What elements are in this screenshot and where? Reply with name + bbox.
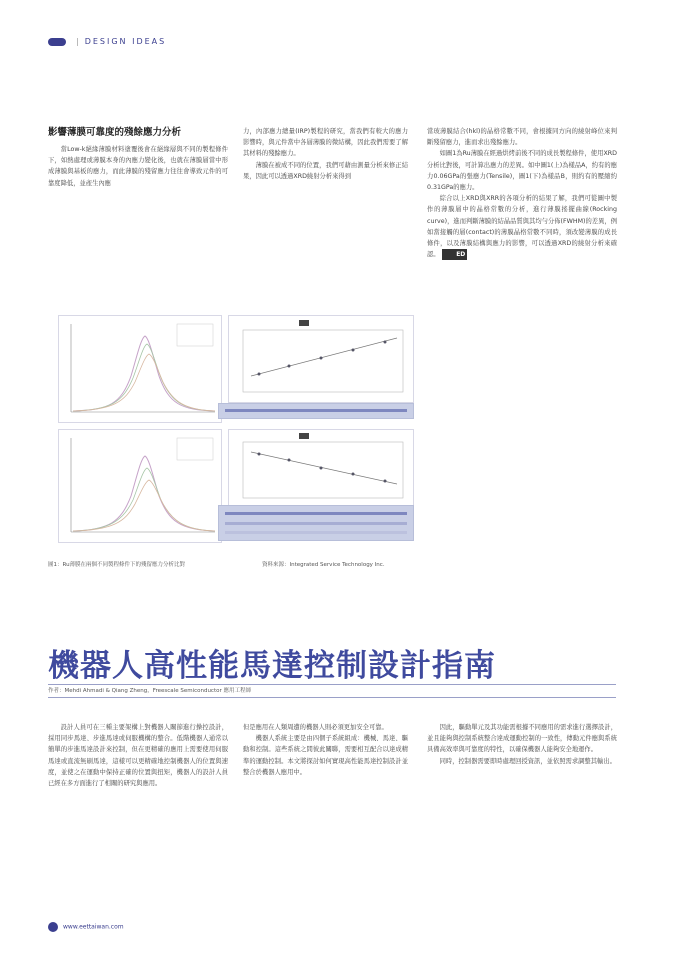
- figure-caption: 圖1：Ru薄膜在兩個不同製程條件下的殘留應力分析比對: [48, 562, 186, 568]
- data-table-top: [218, 403, 414, 419]
- data-table-bottom: [218, 505, 414, 541]
- article1-column-3: [427, 126, 617, 260]
- header-separator: |: [76, 37, 81, 46]
- article2-title: 機器人高性能馬達控制設計指南: [48, 648, 496, 684]
- xrd-peak-graph-bottom: [59, 430, 221, 542]
- xrd-plot-top-left: [58, 315, 222, 423]
- article2-col3-p2: 同時，控制器需要即時處理回授資訊，並依照需求調整其輸出。: [439, 757, 616, 765]
- xrd-plot-bottom-left: [58, 429, 222, 543]
- article2-column-3: [427, 722, 617, 767]
- title-rule-top: [48, 684, 616, 685]
- stress-line-graph-bottom: [229, 430, 413, 508]
- magazine-logo-icon: [48, 38, 66, 46]
- article1-col3-p3-text: 綜合以上XRD與XRR的各項分析的結果了解，我們可從圖中製作的薄膜層中的晶格常數的分析，進行薄膜搖擺曲線(Rocking curve)，進而判斷薄膜的結晶品質與其均勻分佈(FWHM)的差異，例如當接觸的層(contact)的薄膜晶格常數不同時，須改變薄膜的成長條件，以及薄膜結構與應力的影響，可以透過XRD的繞射分析來確認。: [427, 195, 617, 259]
- article1-col3-p3: [427, 193, 617, 260]
- page-number-icon: [48, 922, 58, 932]
- xrd-peak-graph-top: [59, 316, 221, 422]
- article2-byline: 作者：Mehdi Ahmadi & Qiang Zheng，Freescale Semiconductor 應用工程師: [48, 688, 251, 694]
- figure-1: [58, 315, 412, 547]
- article2-column-1: [48, 722, 228, 789]
- stress-plot-bottom-right: [228, 429, 414, 509]
- section-header: [48, 37, 166, 46]
- stress-plot-top-right: [228, 315, 414, 403]
- article2-col3-p1: 因此，驅動單元及其功能需根據不同應用的需求進行選擇設計，並且能夠與控制系統整合達成運動控制的一致性，傳動元件應與系統具備高效率與可靠度的特性，以確保機器人能夠安全地運作。: [427, 724, 617, 754]
- end-mark-icon: ED: [442, 249, 468, 260]
- article1-col1-p1: 當Low-k絕緣薄膜材料塗覆後會在絕緣層與不同的製程條件下，如熱處理或薄膜本身的內應力變化後，也就在薄膜層當中形成薄膜與基板的應力，而此薄膜的殘留應力往往會導致元件的可靠度降低，並產生內應: [48, 146, 228, 187]
- page-footer: [48, 922, 124, 932]
- title-rule-bottom: [48, 697, 616, 698]
- article1-col3-p2: 如圖1為Ru薄膜在經過烘烤前後不同的成長製程條件，使用XRD分析比對後，可計算出應力的差異。如中圖1(上)為樣品A，約有的應力0.06GPa的張應力(Tensile)，圖1(下)為樣品B，則約有的壓縮約0.31GPa的應力。: [427, 150, 617, 192]
- footer-url[interactable]: www.eettaiwan.com: [63, 923, 124, 931]
- article1-column-1: [48, 126, 228, 189]
- article2-column-2: [243, 722, 408, 778]
- article1-col2-p1: 力，內部應力總量(IRP)製程的研究，當我們有較大的應力影響時，與元件當中各層薄膜的微結構，因此我們需要了解其材料的殘餘應力。: [243, 128, 408, 158]
- article2-col2-p1: 但是應用在人類周遭的機器人則必須更加安全可靠。: [243, 724, 388, 731]
- article1-heading: 影響薄膜可靠度的殘餘應力分析: [48, 127, 182, 138]
- article2-col2-p2: 機器人系統主要是由四個子系統組成：機械、馬達、驅動和控制。這些系統之間彼此關聯，需要相互配合以達成精準的運動控制。本文將探討如何實現高性能馬達控制設計並整合於機器人應用中。: [243, 735, 408, 776]
- article1-col2-p2: 薄膜在被成不同的位置，我們可藉由測量分析來修正結果，因此可以透過XRD繞射分析來得到: [243, 161, 408, 180]
- article1-col3-p1: 當玻薄膜結合(hkl)的晶格常數不同，會根據同方向的繞射峰位來判斷殘留應力，進而求出殘餘應力。: [427, 128, 617, 147]
- figure-credit: 資料來源：Integrated Service Technology Inc.: [262, 562, 385, 568]
- section-label: DESIGN IDEAS: [84, 37, 167, 46]
- article2-col1-p1: 設計人員可在三種主要架構上對機器人關節進行操控設計，採用同步馬達、步進馬達或伺服機構的整合。低階機器人通常以簡單的步進馬達設計來控制，但在更精確的應用上需要使用伺服馬達或直流無刷馬達，這樣可以更精確地控制機器人的位置與速度，並使之在運動中保持正確的位置與扭矩，機器人的設計人員已經在多方面進行了相關的研究與應用。: [48, 724, 228, 788]
- article1-column-2: [243, 126, 408, 182]
- stress-line-graph-top: [229, 316, 413, 402]
